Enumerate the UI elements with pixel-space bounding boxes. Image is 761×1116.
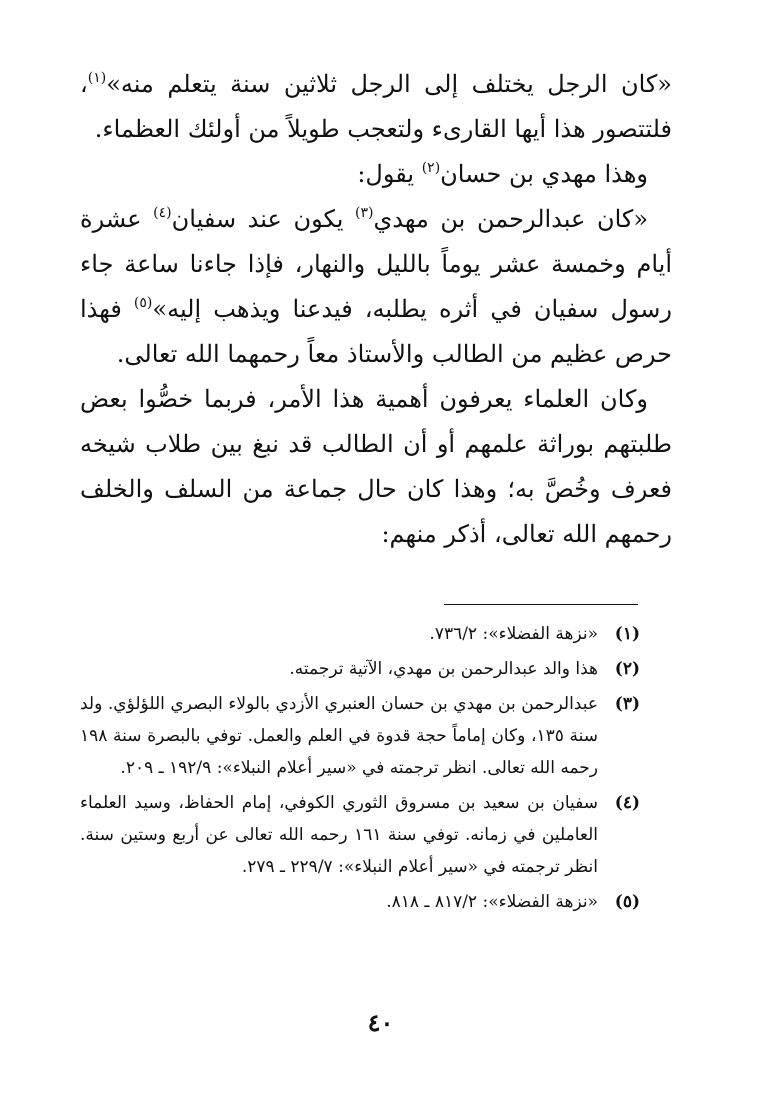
footnote-text: «نزهة الفضلاء»: ٨١٧/٢ ـ ٨١٨. <box>386 892 598 912</box>
footnote-2 <box>80 653 640 685</box>
footnote-1 <box>80 618 640 650</box>
paragraph-3 <box>80 197 672 377</box>
paragraph-1 <box>80 62 672 152</box>
footnote-4 <box>80 787 640 883</box>
footnote-number: (٥) <box>614 892 640 912</box>
footnote-text: عبدالرحمن بن مهدي بن حسان العنبري الأزدي بالولاء البصري اللؤلؤي. ولد سنة ١٣٥، وكان إماماً حجة قدوة في العلم والعمل. توفي بالبصرة سنة ١٩٨ رحمه الله تعالى. انظر ترجمته في «سير أعلام النبلاء»: ١٩٢/٩ ـ ٢٠٩. <box>80 694 598 778</box>
footnote-number: (٢) <box>614 659 640 679</box>
quote-text: «كان عبدالرحمن بن مهدي <box>373 205 648 233</box>
quote-text: يكون عند سفيان <box>171 205 356 233</box>
footnote-ref-1: (١) <box>87 70 107 86</box>
footnote-number: (٣) <box>614 694 640 714</box>
footnote-separator <box>444 604 638 605</box>
footnote-text: «نزهة الفضلاء»: ٧٣٦/٢. <box>429 624 598 644</box>
footnotes <box>80 618 640 921</box>
paragraph-text: وهذا مهدي بن حسان <box>440 160 648 188</box>
paragraph-text: يقول: <box>357 160 422 188</box>
paragraph-text: وكان العلماء يعرفون أهمية هذا الأمر، فربما خصُّوا بعض طلبتهم بوراثة علمهم أو أن الطالب قد نبغ بين طلاب شيخه فعرف وخُصَّ به؛ وهذا كان حال جماعة من السلف والخلف رحمهم الله تعالى، أذكر منهم: <box>80 385 672 548</box>
footnote-3 <box>80 688 640 784</box>
footnote-text: سفيان بن سعيد بن مسروق الثوري الكوفي، إمام الحفاظ، وسيد العلماء العاملين في زمانه. توفي سنة ١٦١ رحمه الله تعالى عن أربع وستين سنة. انظر ترجمته في «سير أعلام النبلاء»: ٢٢٩/٧ ـ ٢٧٩. <box>80 793 598 877</box>
footnote-number: (٤) <box>614 793 640 813</box>
paragraph-2 <box>80 152 672 197</box>
footnote-number: (١) <box>614 624 640 644</box>
footnote-ref-4: (٤) <box>153 205 172 221</box>
footnote-text: هذا والد عبدالرحمن بن مهدي، الآتية ترجمته. <box>289 659 598 679</box>
footnote-ref-2: (٢) <box>421 160 441 176</box>
paragraph-4 <box>80 377 672 557</box>
footnote-ref-5: (٥) <box>133 295 153 311</box>
footnote-ref-3: (٣) <box>355 205 374 221</box>
quote-text: «كان الرجل يختلف إلى الرجل ثلاثين سنة يتعلم منه» <box>106 70 672 98</box>
paragraph-text: ، فلتتصور هذا أيها القارىء ولتعجب طويلاً من أولئك العظماء. <box>80 70 672 143</box>
footnote-5 <box>80 886 640 918</box>
quote-text: عشرة أيام وخمسة عشر يوماً بالليل والنهار، فإذا جاءنا ساعة جاء رسول سفيان في أثره يطلبه، فيدعنا ويذهب إليه» <box>80 205 672 323</box>
main-text <box>80 62 672 557</box>
paragraph-text: فهذا حرص عظيم من الطالب والأستاذ معاً رحمهما الله تعالى. <box>80 295 672 368</box>
page-number: ٤٠ <box>367 1008 394 1037</box>
